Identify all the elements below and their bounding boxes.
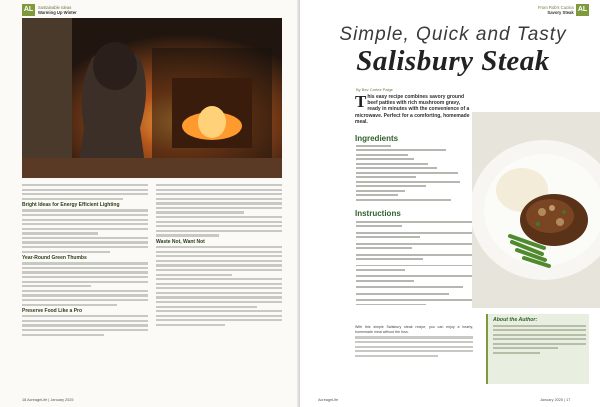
acreage-life-logo-icon: AL [22, 4, 35, 16]
right-issue-date: January 2025 [540, 398, 564, 402]
acreage-life-logo-icon: AL [576, 4, 589, 16]
left-header-title: Warming Up Winter [38, 10, 77, 15]
ingredients-list [356, 145, 472, 203]
left-running-header [38, 5, 77, 15]
right-folio-left [318, 398, 338, 402]
right-running-header [538, 5, 574, 15]
paragraph-lines [156, 184, 282, 237]
drop-cap: T [355, 92, 367, 111]
left-page-number: 18 [22, 398, 27, 402]
left-column-2 [156, 184, 282, 328]
recipe-title [318, 24, 588, 78]
title-line-2: Salisbury Steak [356, 45, 550, 77]
paragraph-lines [22, 209, 148, 252]
left-header-section: Sustainable Ideas [38, 5, 72, 10]
title-line-1: Simple, Quick and Tasty [339, 24, 567, 45]
left-issue-date: January 2025 [50, 398, 74, 402]
closing-paragraph [355, 325, 473, 359]
about-the-author-box [486, 314, 589, 384]
byline: By Bev Cortez Paige [356, 87, 393, 92]
left-folio: 18 AcreageLife | January 2025 [22, 398, 74, 402]
heading-lighting: Bright Ideas for Energy Efficient Lighting [22, 202, 120, 209]
intro-text: his easy recipe combines savory ground beef patties with rich mushroom gravy, ready in minutes with the convenience of a microwave. Perfect for a comforting, homemade meal. [355, 94, 470, 125]
about-title: About the Author: [493, 317, 538, 323]
right-header-section: From Rob's Cucina [538, 5, 574, 10]
heading-waste-not: Waste Not, Want Not [156, 239, 205, 246]
heading-green-thumbs: Year-Round Green Thumbs [22, 255, 87, 262]
salisbury-steak-photo [472, 112, 600, 308]
closing-text: With this simple Salisbury steak recipe, you can enjoy a hearty, homemade meal without the fuss. [355, 325, 473, 334]
paragraph-lines [156, 246, 282, 326]
instructions-list [356, 221, 472, 308]
left-magazine-name: AcreageLife [27, 398, 48, 402]
left-column-1 [22, 184, 148, 338]
ingredients-heading: Ingredients [355, 134, 399, 143]
paragraph-lines [355, 336, 473, 357]
right-header-title: Savory Steak [547, 10, 574, 15]
right-magazine-name: AcreageLife [318, 398, 339, 402]
about-text-lines [493, 325, 586, 354]
paragraph-lines [22, 315, 148, 336]
instructions-heading: Instructions [355, 209, 401, 218]
fireplace-photo [22, 18, 282, 178]
paragraph-lines [22, 262, 148, 305]
intro-paragraph [355, 94, 473, 125]
paragraph-lines [22, 184, 148, 200]
right-folio: January 2025 | 17 [540, 398, 571, 402]
right-page-number: 17 [566, 398, 571, 402]
heading-preserve-food: Preserve Food Like a Pro [22, 308, 83, 315]
